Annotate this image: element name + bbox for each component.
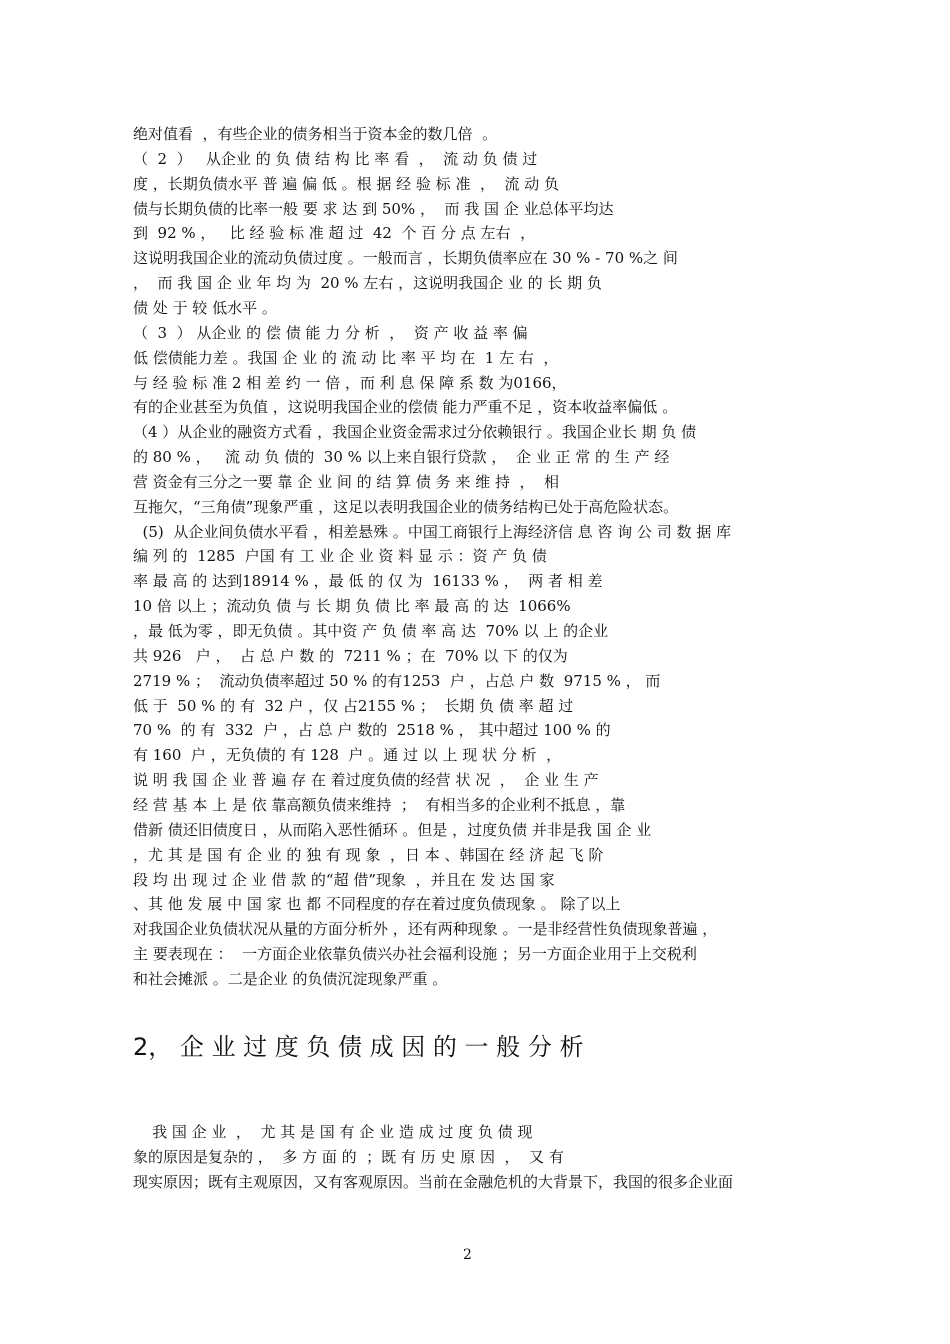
text-line: 的 80 % ， 流 动 负 债的 30 % 以上来自银行贷款 ， 企 业 正 常 的 生 产 经 <box>133 448 670 467</box>
text-line: 债与长期负债的比率一般 要 求 达 到 50% ， 而 我 国 企 业总体平均达 <box>133 199 614 218</box>
text-line: 段 均 出 现 过 企 业 借 款 的“超 借”现象 ，并且在 发 达 国 家 <box>133 870 555 889</box>
text-line: 和社会摊派 。二是企业 的负债沉淀现象严重 。 <box>133 969 448 988</box>
text-line: ， 而 我 国 企 业 年 均 为 20 % 左右 ，这说明我国企 业 的 长 期 负 <box>133 274 602 293</box>
text-line: 象的原因是复杂的 ， 多 方 面 的 ；既 有 历 史 原 因 ， 又 有 <box>133 1148 564 1166</box>
text-line: 2719 % ； 流动负债率超过 50 % 的有1253 户 ，占总 户 数 9715 % ， 而 <box>133 671 661 690</box>
text-line: （4 ）从企业的融资方式看 ，我国企业资金需求过分依赖银行 。我国企业长 期 负 债 <box>133 423 697 442</box>
text-line: (5) 从企业间负债水平看 ，相差悬殊 。中国工商银行上海经济信 息 咨 询 公 司 数 据 库 <box>133 522 732 541</box>
text-line: ，最 低为零 ，即无负债 。其中资 产 负 债 率 高 达 70% 以 上 的企业 <box>133 622 609 640</box>
text-line: 绝对值看 ，有些企业的债务相当于资本金的数几倍 。 <box>133 125 498 143</box>
text-line: 与 经 验 标 准 2 相 差 约 一 倍 ，而 利 息 保 障 系 数 为0166， <box>133 373 567 392</box>
text-line: 我 国 企 业 ， 尤 其 是 国 有 企 业 造 成 过 度 负 债 现 <box>133 1123 533 1141</box>
text-line: 这说明我国企业的流动负债过度 。一般而言 ，长期负债率应在 30 % - 70 %之 间 <box>133 249 678 268</box>
text-line: ，尤 其 是 国 有 企 业 的 独 有 现 象 ，日 本 、韩国在 经 济 起 飞 阶 <box>133 845 604 864</box>
page-number: 2 <box>463 1247 472 1263</box>
text-line: （ 2 ） 从企业 的 负 债 结 构 比 率 看 ， 流 动 负 债 过 <box>133 149 538 168</box>
text-line: 70 % 的 有 332 户 ，占 总 户 数的 2518 % ， 其中超过 100 % 的 <box>133 721 611 740</box>
text-line: 主 要表现在 ： 一方面企业依靠负债兴办社会福利设施 ；另一方面企业用于上交税利 <box>133 945 697 964</box>
text-line: 、其 他 发 展 中 国 家 也 都 不同程度的存在着过度负债现象 。 除了以上 <box>133 895 621 914</box>
text-line: （ 3 ） 从企业 的 偿 债 能 力 分 析 ， 资 产 收 益 率 偏 <box>133 323 528 342</box>
text-line: 率 最 高 的 达到18914 % ，最 低 的 仅 为 16133 % ， 两 者 相 差 <box>133 572 603 591</box>
text-line: 说 明 我 国 企 业 普 遍 存 在 着过度负债的经营 状 况 ， 企 业 生 产 <box>133 771 599 790</box>
text-line: 低 于 50 % 的 有 32 户 ，仅 占2155 % ； 长期 负 债 率 超 过 <box>133 696 574 715</box>
section-heading: 2， 企 业 过 度 负 债 成 因 的 一 般 分 析 <box>133 1033 584 1061</box>
text-line: 现实原因；既有主观原因，又有客观原因。当前在金融危机的大背景下，我国的很多企业面 <box>133 1173 734 1191</box>
text-line: 有的企业甚至为负值 ，这说明我国企业的偿债 能力严重不足 ，资本收益率偏低 。 <box>133 398 678 417</box>
text-line: 经 营 基 本 上 是 依 靠高额负债来维持 ； 有相当多的企业利不抵息 ，靠 <box>133 795 626 814</box>
text-line: 营 资金有三分之一要 靠 企 业 间 的 结 算 债 务 来 维 持 ， 相 <box>133 472 560 491</box>
text-line: 有 160 户 ，无负债的 有 128 户 。通 过 以 上 现 状 分 析 ， <box>133 746 562 765</box>
text-line: 低 偿债能力差 。我国 企 业 的 流 动 比 率 平 均 在 1 左 右 ， <box>133 348 559 367</box>
text-line: 10 倍 以上 ；流动负 债 与 长 期 负 债 比 率 最 高 的 达 1066% <box>133 597 571 616</box>
text-line: 到 92 % ， 比 经 验 标 准 超 过 42 个 百 分 点 左右 ， <box>133 224 536 243</box>
text-line: 共 926 户 ， 占 总 户 数 的 7211 % ；在 70% 以 下 的仅为 <box>133 646 568 665</box>
text-line: 债 处 于 较 低水平 。 <box>133 298 277 317</box>
text-line: 对我国企业负债状况从量的方面分析外 ，还有两种现象 。一是非经营性负债现象普遍 ， <box>133 920 718 939</box>
text-line: 借新 债还旧债度日 ，从而陷入恶性循环 。但是 ，过度负债 并非是我 国 企 业 <box>133 820 652 839</box>
text-line: 互拖欠，“三角债”现象严重 ，这足以表明我国企业的债务结构已处于高危险状态。 <box>133 497 679 516</box>
text-line: 编 列 的 1285 户国 有 工 业 企 业 资 料 显 示 ：资 产 负 债 <box>133 547 547 566</box>
text-line: 度 ，长期负债水平 普 遍 偏 低 。根 据 经 验 标 准 ， 流 动 负 <box>133 174 560 193</box>
